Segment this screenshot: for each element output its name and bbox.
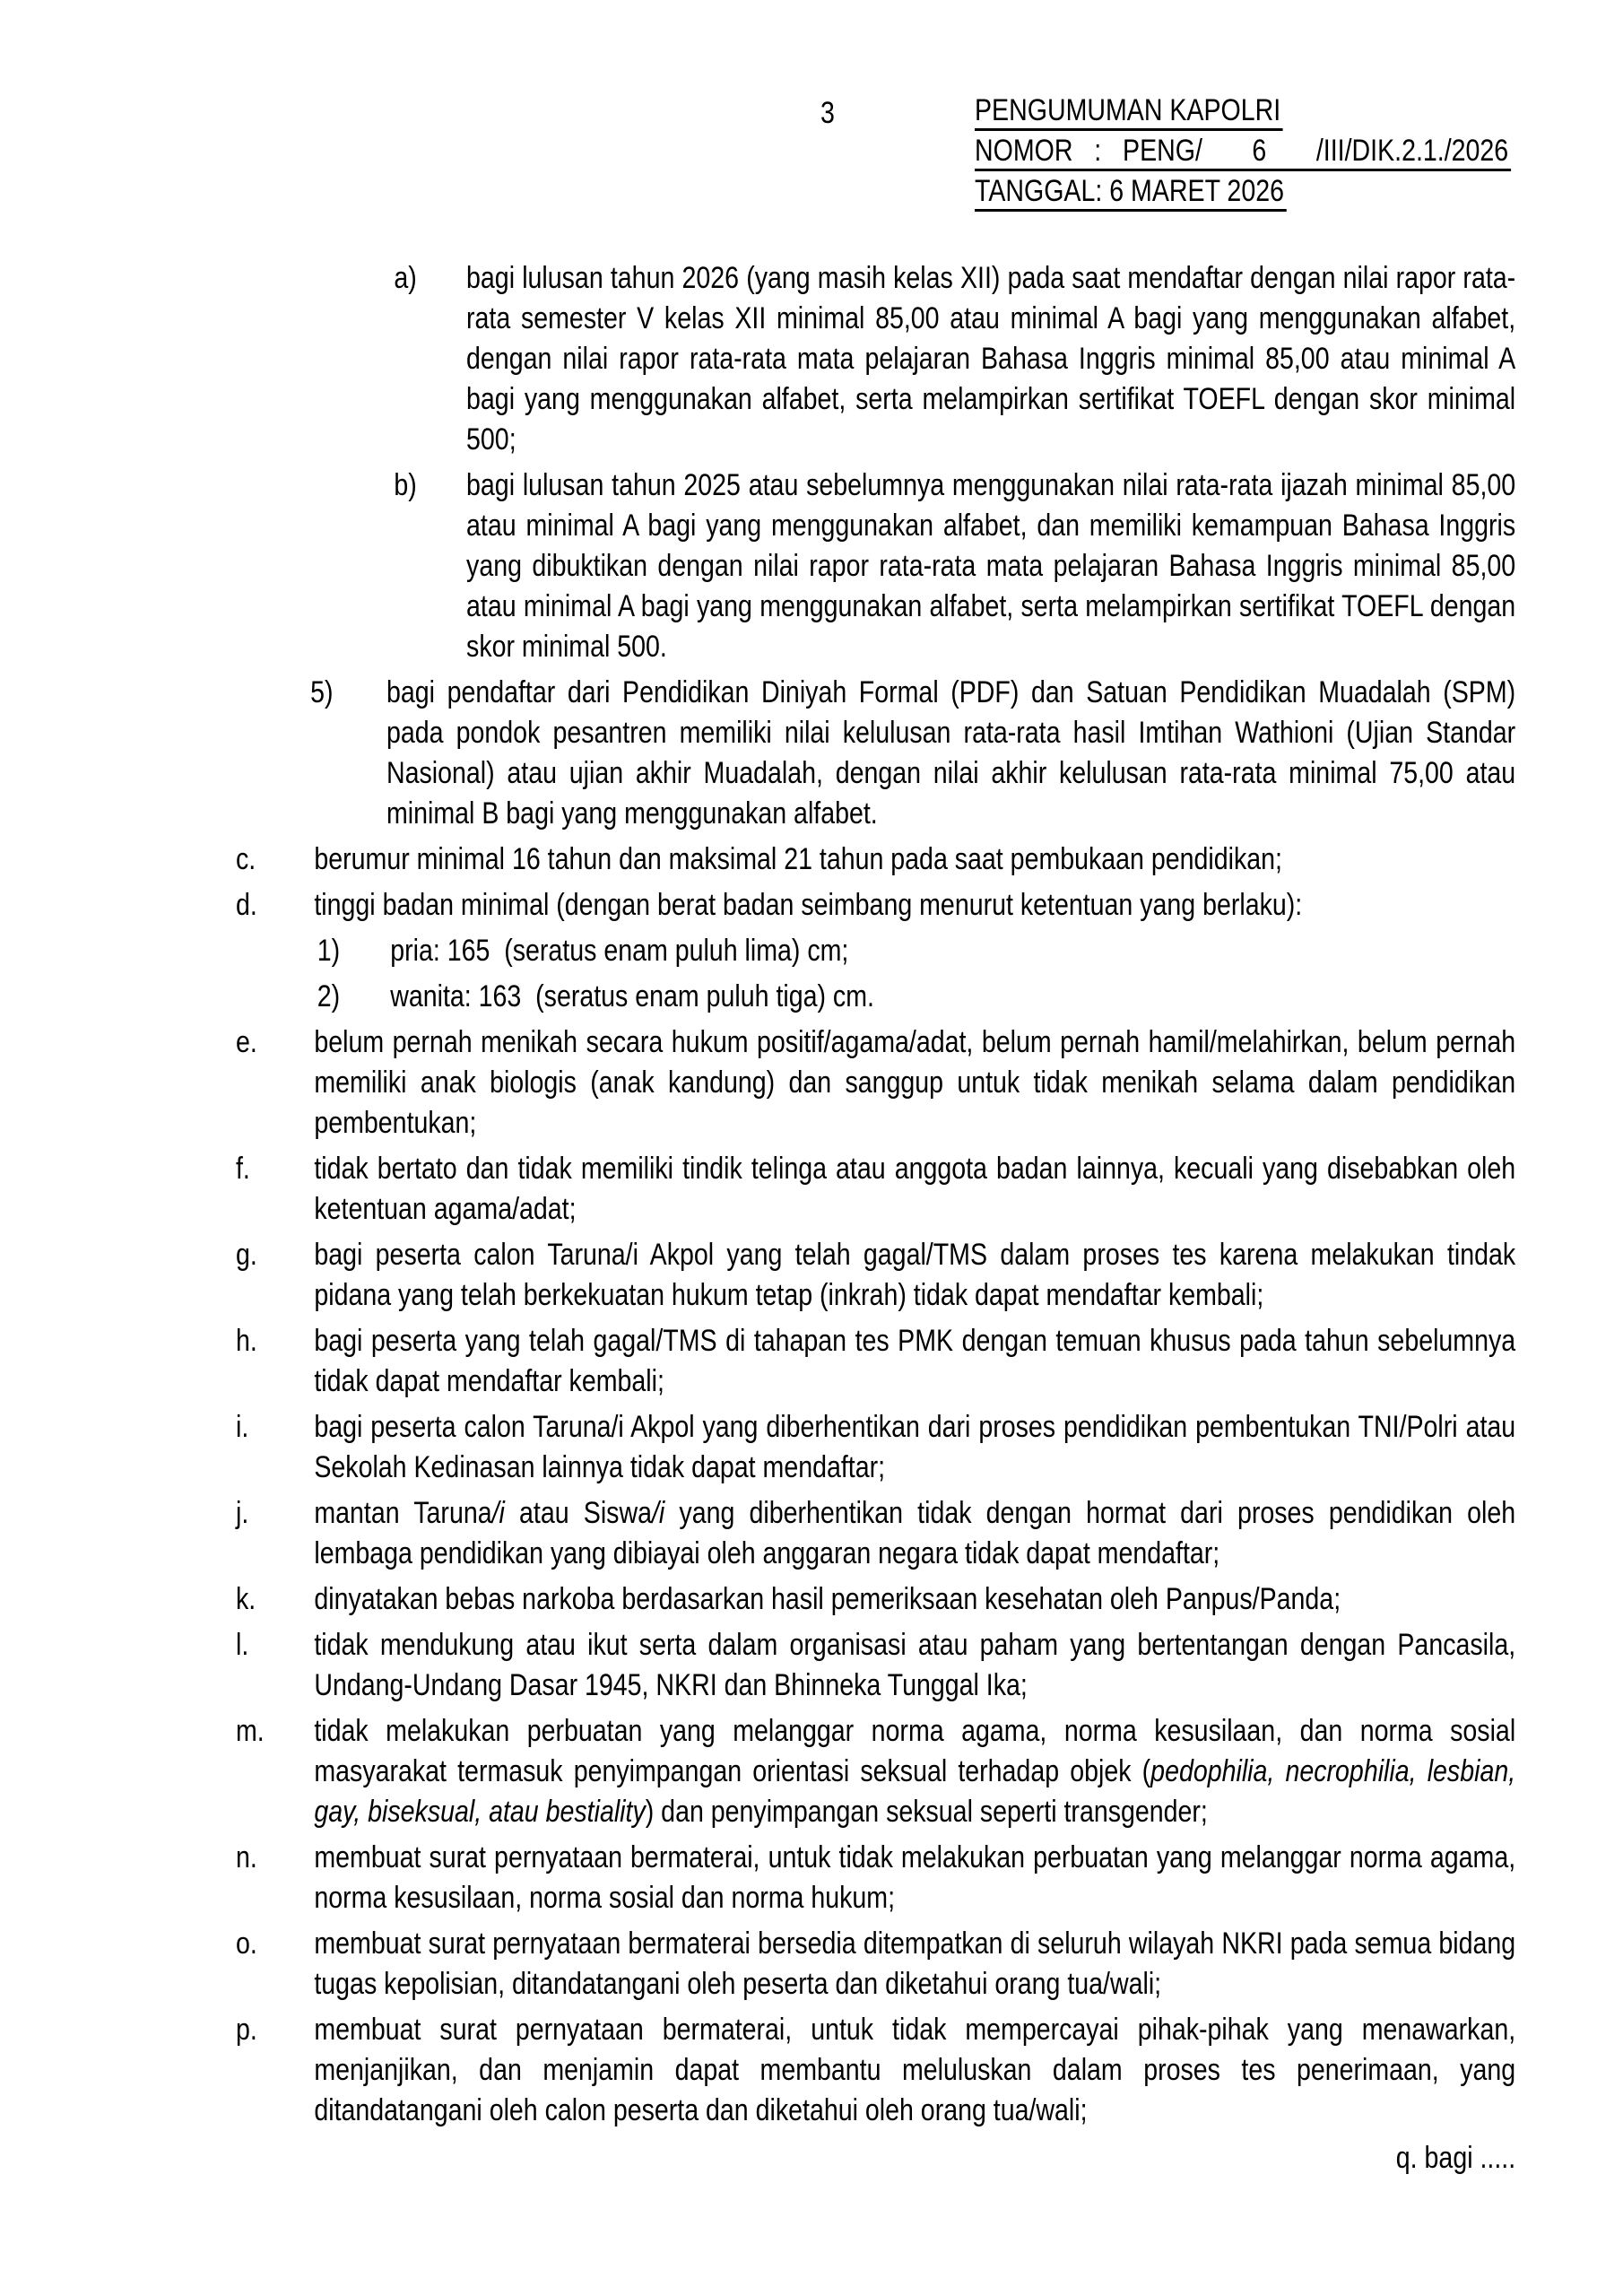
text-run: berumur minimal 16 tahun dan maksimal 21 tahun pada saat pembukaan pendidikan; bbox=[314, 842, 1282, 876]
text-run: bagi peserta calon Taruna/i Akpol yang diberhentikan dari proses pendidikan pembentukan TNI/Polri atau Sekolah Kedinasan lainnya tidak dapat mendaftar; bbox=[314, 1410, 1516, 1484]
page-number: 3 bbox=[820, 96, 835, 130]
list-item-marker: h. bbox=[236, 1324, 257, 1358]
requirements-list bbox=[236, 258, 1515, 2131]
list-item bbox=[236, 1022, 1515, 1144]
list-item-marker: 1) bbox=[317, 934, 341, 968]
text-run: membuat surat pernyataan bermaterai, untuk tidak mempercayai pihak-pihak yang menawarkan, menjanjikan, dan menjamin dapat membantu meluluskan dalam proses tes penerimaan, yang ditandatangani oleh calon peserta dan diketahui oleh orang tua/wali; bbox=[314, 2013, 1516, 2127]
list-item-marker: a) bbox=[394, 261, 417, 295]
text-run: atau Siswa bbox=[504, 1496, 652, 1530]
list-item bbox=[236, 1235, 1515, 1316]
list-item-text bbox=[314, 1838, 1515, 1918]
header-nomor-line: NOMOR : PENG/ 6 /III/DIK.2.1./2026 bbox=[975, 133, 1511, 171]
text-run: mantan Taruna bbox=[314, 1496, 492, 1530]
text-run: bagi pendaftar dari Pendidikan Diniyah Formal (PDF) dan Satuan Pendidikan Muadalah (SPM) pada pondok pesantren memiliki nilai kelulusan rata-rata hasil Imtihan Wathioni (Ujian Standar Nasional) atau ujian akhir Muadalah, dengan nilai akhir kelulusan rata-rata minimal 75,00 atau minimal B bagi yang menggunakan alfabet. bbox=[386, 675, 1516, 831]
text-run: wanita: 163 (seratus enam puluh tiga) cm. bbox=[390, 979, 874, 1013]
list-item bbox=[236, 1407, 1515, 1488]
list-item bbox=[236, 1711, 1515, 1832]
list-item bbox=[236, 931, 1515, 971]
list-item-marker: j. bbox=[236, 1496, 249, 1530]
list-item-marker: k. bbox=[236, 1582, 256, 1616]
list-item-text bbox=[314, 2010, 1515, 2131]
list-item bbox=[236, 2010, 1515, 2131]
list-item-text bbox=[466, 258, 1515, 460]
text-run: pria: 165 (seratus enam puluh lima) cm; bbox=[390, 934, 849, 968]
list-item bbox=[236, 673, 1515, 834]
text-run: ) dan penyimpangan seksual seperti transgender; bbox=[645, 1795, 1208, 1829]
list-item-marker: e. bbox=[236, 1025, 257, 1059]
list-item-marker: b) bbox=[394, 468, 417, 502]
list-item bbox=[236, 465, 1515, 667]
text-run: bagi peserta yang telah gagal/TMS di tahapan tes PMK dengan temuan khusus pada tahun sebelumnya tidak dapat mendaftar kembali; bbox=[314, 1324, 1516, 1398]
page-continuation-marker: q. bagi ..... bbox=[1395, 2141, 1516, 2175]
list-item-text bbox=[390, 931, 1515, 971]
list-item-marker: n. bbox=[236, 1840, 257, 1874]
list-item bbox=[236, 1838, 1515, 1918]
text-run: bagi lulusan tahun 2025 atau sebelumnya menggunakan nilai rata-rata ijazah minimal 85,00 atau minimal A bagi yang menggunakan alfabet, dan memiliki kemampuan Bahasa Inggris yang dibuktikan dengan nilai rapor rata-rata mata pelajaran Bahasa Inggris minimal 85,00 atau minimal A bagi yang menggunakan alfabet, serta melampirkan sertifikat TOEFL dengan skor minimal 500. bbox=[466, 468, 1516, 664]
text-run: dinyatakan bebas narkoba berdasarkan hasil pemeriksaan kesehatan oleh Panpus/Panda; bbox=[314, 1582, 1341, 1616]
list-item-text bbox=[314, 1625, 1515, 1706]
text-run: belum pernah menikah secara hukum positif/agama/adat, belum pernah hamil/melahirkan, belum pernah memiliki anak biologis (anak kandung) dan sanggup untuk tidak menikah selama dalam pendidikan pembentukan; bbox=[314, 1025, 1516, 1140]
list-item-text bbox=[314, 1579, 1515, 1620]
list-item-marker: c. bbox=[236, 842, 256, 876]
list-item bbox=[236, 1321, 1515, 1402]
list-item-text bbox=[314, 1493, 1515, 1574]
list-item-marker: 2) bbox=[317, 979, 341, 1013]
text-run: tidak melakukan perbuatan yang melanggar norma agama, norma kesusilaan, dan norma sosial masyarakat termasuk penyimpangan orientasi seksual terhadap objek ( bbox=[314, 1714, 1516, 1788]
list-item-text bbox=[314, 1321, 1515, 1402]
list-item-text bbox=[314, 1235, 1515, 1316]
text-run-italic: /i bbox=[491, 1496, 505, 1530]
list-item-marker: d. bbox=[236, 888, 257, 922]
list-item bbox=[236, 1579, 1515, 1620]
list-item-text bbox=[386, 673, 1515, 834]
text-run-italic: pedophilia, necrophilia, lesbian, gay, biseksual, atau bestiality bbox=[314, 1754, 1516, 1829]
list-item-marker: o. bbox=[236, 1926, 257, 1961]
text-run: membuat surat pernyataan bermaterai, untuk tidak melakukan perbuatan yang melanggar norma agama, norma kesusilaan, norma sosial dan norma hukum; bbox=[314, 1840, 1516, 1915]
list-item bbox=[236, 885, 1515, 926]
list-item-marker: 5) bbox=[310, 675, 334, 709]
list-item bbox=[236, 839, 1515, 880]
list-item-marker: p. bbox=[236, 2013, 257, 2047]
list-item bbox=[236, 258, 1515, 460]
content-column bbox=[236, 258, 1515, 2179]
list-item-marker: m. bbox=[236, 1714, 265, 1748]
list-item bbox=[236, 1625, 1515, 1706]
list-item-text bbox=[314, 839, 1515, 880]
text-run-italic: /i bbox=[651, 1496, 665, 1530]
list-item-text bbox=[466, 465, 1515, 667]
list-item-text bbox=[314, 885, 1515, 926]
document-header bbox=[975, 92, 1511, 213]
list-item-text bbox=[314, 1022, 1515, 1144]
header-title: PENGUMUMAN KAPOLRI bbox=[975, 92, 1283, 131]
list-item bbox=[236, 977, 1515, 1017]
list-item bbox=[236, 1493, 1515, 1574]
list-item bbox=[236, 1149, 1515, 1230]
list-item-marker: i. bbox=[236, 1410, 249, 1444]
text-run: yang diberhentikan tidak dengan hormat dari proses pendidikan oleh lembaga pendidikan yang dibiayai oleh anggaran negara tidak dapat mendaftar; bbox=[314, 1496, 1516, 1570]
text-run: bagi peserta calon Taruna/i Akpol yang telah gagal/TMS dalam proses tes karena melakukan tindak pidana yang telah berkekuatan hukum tetap (inkrah) tidak dapat mendaftar kembali; bbox=[314, 1238, 1516, 1312]
text-run: tidak mendukung atau ikut serta dalam organisasi atau paham yang bertentangan dengan Pancasila, Undang-Undang Dasar 1945, NKRI dan Bhinneka Tunggal Ika; bbox=[314, 1628, 1516, 1702]
text-run: membuat surat pernyataan bermaterai bersedia ditempatkan di seluruh wilayah NKRI pada semua bidang tugas kepolisian, ditandatangani oleh peserta dan diketahui orang tua/wali; bbox=[314, 1926, 1516, 2001]
text-run: tinggi badan minimal (dengan berat badan seimbang menurut ketentuan yang berlaku): bbox=[314, 888, 1303, 922]
text-run: tidak bertato dan tidak memiliki tindik telinga atau anggota badan lainnya, kecuali yang disebabkan oleh ketentuan agama/adat; bbox=[314, 1152, 1516, 1226]
header-tanggal-line: TANGGAL: 6 MARET 2026 bbox=[975, 173, 1286, 212]
text-run: bagi lulusan tahun 2026 (yang masih kelas XII) pada saat mendaftar dengan nilai rapor rata-rata semester V kelas XII minimal 85,00 atau minimal A bagi yang menggunakan alfabet, dengan nilai rapor rata-rata mata pelajaran Bahasa Inggris minimal 85,00 atau minimal A bagi yang menggunakan alfabet, serta melampirkan sertifikat TOEFL dengan skor minimal 500; bbox=[466, 261, 1516, 457]
list-item-marker: l. bbox=[236, 1628, 249, 1662]
list-item bbox=[236, 1924, 1515, 2005]
list-item-text bbox=[314, 1407, 1515, 1488]
list-item-marker: g. bbox=[236, 1238, 257, 1272]
list-item-marker: f. bbox=[236, 1152, 250, 1186]
list-item-text bbox=[314, 1711, 1515, 1832]
list-item-text bbox=[314, 1149, 1515, 1230]
list-item-text bbox=[390, 977, 1515, 1017]
list-item-text bbox=[314, 1924, 1515, 2005]
